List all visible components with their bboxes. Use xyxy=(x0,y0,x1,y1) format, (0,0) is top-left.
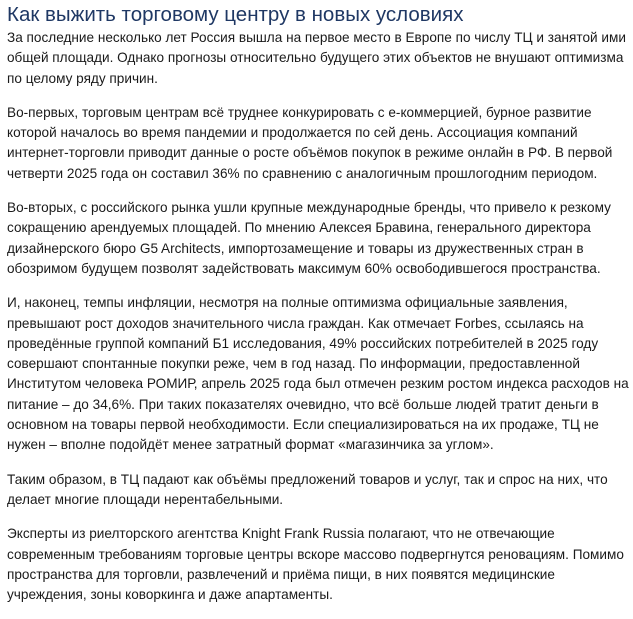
paragraph-line: превышают рост доходов значительного числа граждан. Как отмечает Forbes, ссылаясь на xyxy=(7,315,584,331)
paragraph-line: питание – до 34,6%. При таких показателях очевидно, что всё больше людей тратит деньги в xyxy=(7,396,599,412)
paragraph-line: делает многие площади нерентабельными. xyxy=(7,491,284,507)
paragraph-line: Во-вторых, с российского рынка ушли крупные международные бренды, что привело к резкому xyxy=(7,200,611,216)
article xyxy=(7,0,627,619)
paragraph-1 xyxy=(7,28,627,89)
paragraph-line: Эксперты из риелторского агентства Knight Frank Russia полагают, что не отвечающие xyxy=(7,526,555,542)
paragraph-line: Таким образом, в ТЦ падают как объёмы предложений товаров и услуг, так и спрос на них, что xyxy=(7,471,608,487)
article-body xyxy=(7,28,627,605)
paragraph-line: дизайнерского бюро G5 Architects, импортозамещение и товары из дружественных стран в xyxy=(7,240,584,256)
paragraph-line: Институтом человека РОМИР, апрель 2025 года был отмечен резким ростом индекса расходов на xyxy=(7,376,629,392)
paragraph-2 xyxy=(7,103,627,184)
paragraph-line: За последние несколько лет Россия вышла на первое место в Европе по числу ТЦ и занятой ими xyxy=(7,30,626,45)
article-title: Как выжить торговому центру в новых условиях xyxy=(7,3,464,26)
paragraph-6 xyxy=(7,524,627,605)
paragraph-line: по целому ряду причин. xyxy=(7,70,158,86)
paragraph-line: современным требованиям торговые центры вскоре массово подвергнутся реновациям. Помимо xyxy=(7,546,624,562)
paragraph-line: нужен – вполне подойдёт менее затратный формат «магазинчика за углом». xyxy=(7,437,494,453)
paragraph-line: обозримом будущем позволят задействовать максимум 60% освободившегося пространства. xyxy=(7,260,601,276)
paragraph-line: общей площади. Однако прогнозы относительно будущего этих объектов не внушают оптимизма xyxy=(7,50,624,66)
paragraph-line: четверти 2025 года он составил 36% по сравнению с аналогичным прошлогодним периодом. xyxy=(7,165,598,181)
paragraph-4 xyxy=(7,293,627,455)
paragraph-line: И, наконец, темпы инфляции, несмотря на полные оптимизма официальные заявления, xyxy=(7,295,568,311)
paragraph-line: основном на товары первой необходимости. Если специализироваться на их продаже, ТЦ не xyxy=(7,417,599,433)
paragraph-3 xyxy=(7,198,627,279)
paragraph-line: пространства для торговли, развлечений и приёма пищи, в них появятся медицинские xyxy=(7,566,555,582)
paragraph-line: проведённые группой компаний Б1 исследования, 49% российских потребителей в 2025 году xyxy=(7,335,599,351)
paragraph-line: интернет-торговли приводит данные о росте объёмов покупок в режиме онлайн в РФ. В первой xyxy=(7,145,613,161)
paragraph-line: которой началось во время пандемии и продолжается по сей день. Ассоциация компаний xyxy=(7,125,578,141)
paragraph-line: сокращению арендуемых площадей. По мнению Алексея Бравина, генерального директора xyxy=(7,220,591,236)
paragraph-5 xyxy=(7,470,627,511)
paragraph-line: совершают спонтанные покупки реже, чем в год назад. По информации, предоставленной xyxy=(7,356,580,372)
paragraph-line: Во-первых, торговым центрам всё труднее конкурировать с е-коммерцией, бурное развитие xyxy=(7,104,592,120)
paragraph-line: учреждения, зоны коворкинга и даже апартаменты. xyxy=(7,587,333,603)
